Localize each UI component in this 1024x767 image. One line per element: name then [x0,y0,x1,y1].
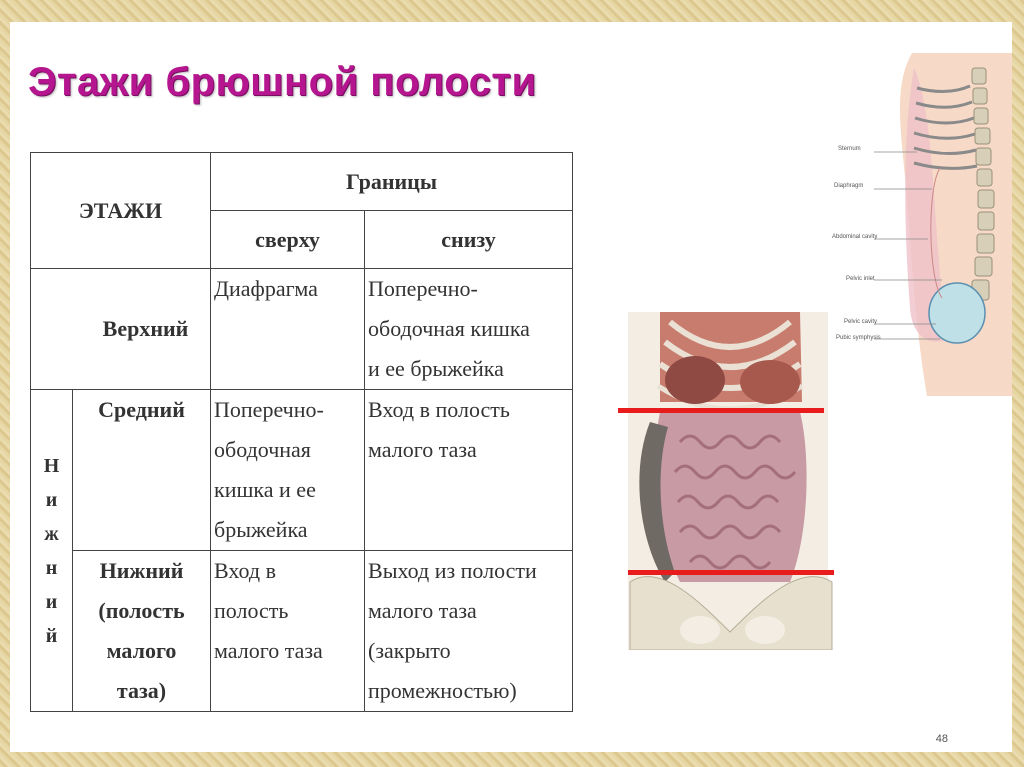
label-abdominal-cavity: Abdominal cavity [832,234,878,240]
vertical-letter: й [45,624,58,647]
bottom-above-line: Вход в [214,558,277,583]
label-pubic-symphysis: Pubic symphysis [836,335,881,341]
vertical-letter: ж [44,522,59,545]
row-bottom-above [211,551,365,712]
middle-above-line: брыжейка [214,517,308,542]
middle-below-line: Вход в полость [368,397,510,422]
row-upper-above [211,269,365,390]
bottom-below-line: (закрыто [368,638,451,663]
label-sternum: Sternum [838,146,861,152]
sagittal-section-illustration [832,48,1012,398]
bottom-below-line: Выход из полости [368,558,537,583]
header-floors: ЭТАЖИ [31,153,211,269]
vertical-letter: н [45,556,58,579]
row-middle-name: Средний [73,390,211,551]
bottom-below-line: малого таза [368,598,477,623]
vertical-letter: Н [43,454,60,477]
header-boundaries: Границы [211,153,573,211]
header-above: сверху [211,211,365,269]
page-number: 48 [935,733,948,745]
row-upper-below [365,269,573,390]
upper-below-line: Поперечно- [368,276,478,301]
bottom-below-line: промежностью) [368,678,517,703]
upper-below-line: и ее брыжейка [368,356,504,381]
bottom-name-line: малого [106,638,177,663]
bottom-name-line: таза) [116,678,167,703]
label-pelvic-cavity: Pelvic cavity [844,319,878,325]
bottom-above-line: малого таза [214,638,323,663]
middle-below-line: малого таза [368,437,477,462]
bottom-name-line: (полость [98,598,185,623]
middle-above-line: ободочная [214,437,311,462]
vertical-letter: и [45,488,58,511]
row-upper-name [31,269,211,390]
label-diaphragm: Diaphragm [834,183,864,189]
middle-above-line: кишка и ее [214,477,316,502]
row-bottom-below [365,551,573,712]
upper-below-line: ободочная кишка [368,316,530,341]
header-below: снизу [365,211,573,269]
row-bottom-name [73,551,211,712]
abdominal-floors-table [30,152,573,712]
vertical-letter: и [45,590,58,613]
red-line-lower-boundary [628,570,834,575]
row-middle-above [211,390,365,551]
bottom-above-line: полость [214,598,289,623]
middle-above-line: Поперечно- [214,397,324,422]
label-pelvic-inlet: Pelvic inlet [846,276,875,282]
red-line-upper-boundary [618,408,824,413]
row-middle-below [365,390,573,551]
lower-floor-vertical-label [31,390,73,712]
slide-title: Этажи брюшной полости [28,60,537,104]
bottom-name-line: Нижний [99,558,184,583]
upper-above-line: Диафрагма [214,276,318,301]
abdominal-organs-illustration [620,312,842,650]
upper-floor-label: Верхний [102,316,189,341]
